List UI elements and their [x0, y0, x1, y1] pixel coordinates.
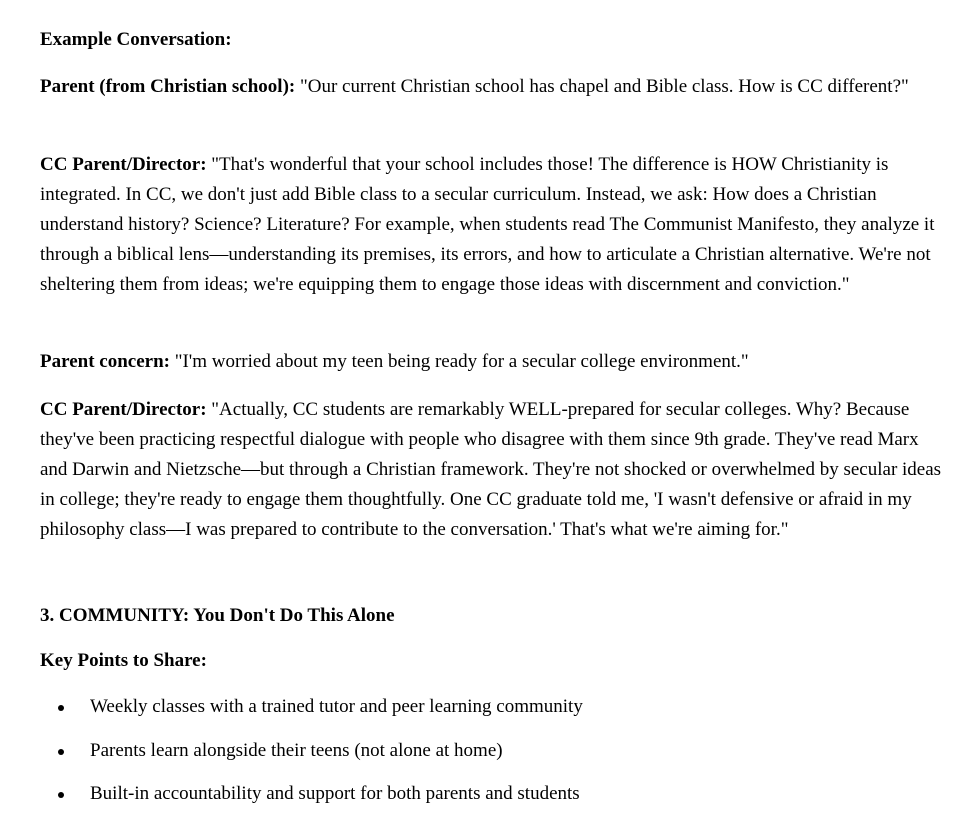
key-points-label: Key Points to Share:	[40, 650, 207, 671]
list-item	[40, 779, 945, 809]
list-item-text: Parents learn alongside their teens (not alone at home)	[90, 739, 503, 761]
speaker-label: Parent (from Christian school):	[40, 76, 296, 97]
exchange-director-response-2	[40, 395, 945, 545]
exchange-text: "That's wonderful that your school includes those! The difference is HOW Christianity is integrated. In CC, we don't just add Bible class to a secular curriculum. Instead, we ask: How does a Christian understand history? Science? Literature? For example, when students read The Communist Manifesto, they analyze it through a biblical lens—understanding its premises, its errors, and how to articulate a Christian alternative. We're not sheltering them from ideas; we're equipping them to engage those ideas with discernment and conviction."	[40, 154, 935, 295]
list-item	[40, 736, 945, 766]
speaker-label: Parent concern:	[40, 351, 170, 372]
list-item	[40, 692, 945, 722]
exchange-director-response-1	[40, 150, 945, 300]
list-item-text: Weekly classes with a trained tutor and peer learning community	[90, 696, 583, 717]
bullet-dot-icon	[58, 705, 64, 711]
list-item-text: Built-in accountability and support for both parents and students	[90, 783, 580, 804]
example-conversation-heading: Example Conversation:	[40, 29, 232, 50]
bullet-dot-icon	[58, 792, 64, 798]
community-section-title: 3. COMMUNITY: You Don't Do This Alone	[40, 605, 395, 626]
bullet-dot-icon	[58, 749, 64, 755]
exchange-parent-christian-school	[40, 72, 945, 102]
exchange-text: "I'm worried about my teen being ready for a secular college environment."	[174, 351, 749, 372]
exchange-text: "Actually, CC students are remarkably WELL-prepared for secular colleges. Why? Because they've been practicing respectful dialogue with people who disagree with them since 9th grade. They've read Marx and Darwin and Nietzsche—but through a Christian framework. They're not shocked or overwhelmed by secular ideas in college; they're ready to engage them thoughtfully. One CC graduate told me, 'I wasn't defensive or afraid in my philosophy class—I was prepared to contribute to the conversation.' That's what we're aiming for."	[40, 399, 942, 540]
exchange-text: "Our current Christian school has chapel and Bible class. How is CC different?"	[300, 76, 909, 97]
speaker-label: CC Parent/Director:	[40, 399, 207, 420]
speaker-label: CC Parent/Director:	[40, 154, 207, 175]
exchange-parent-concern	[40, 347, 945, 377]
key-points-list	[40, 692, 945, 823]
